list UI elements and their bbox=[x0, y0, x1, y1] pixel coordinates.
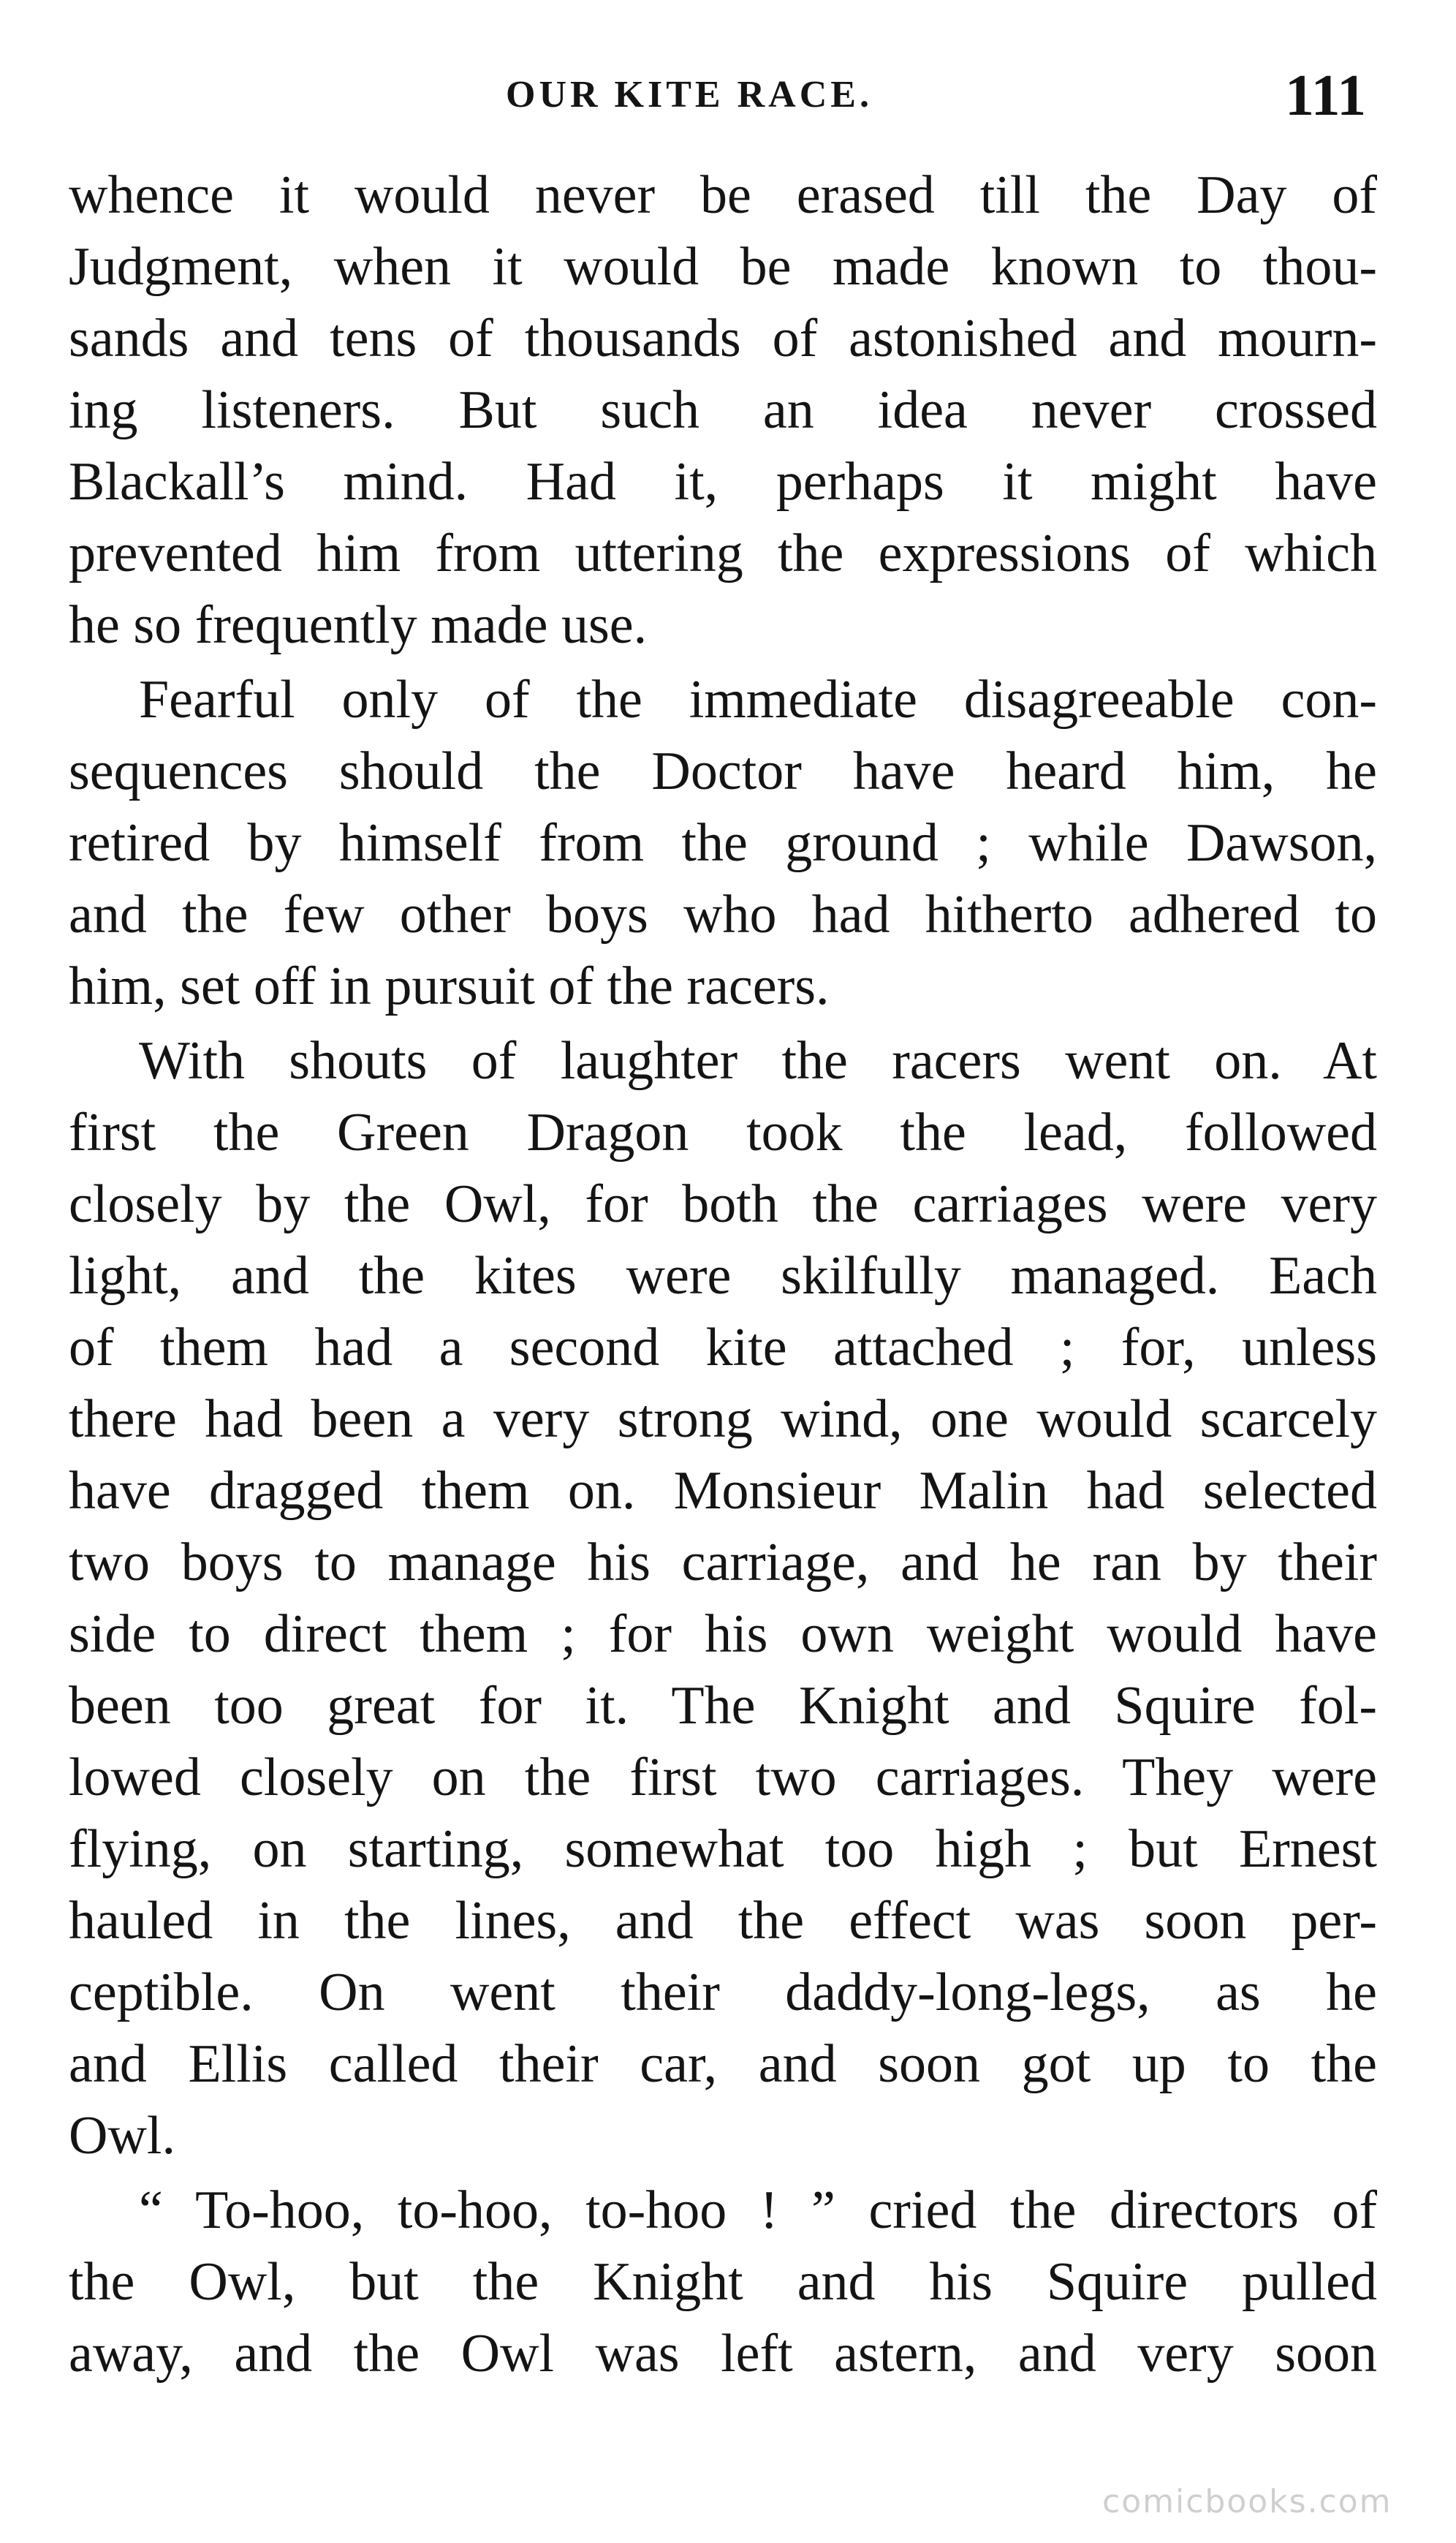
text-line: ing listeners. But such an idea never crossed bbox=[69, 380, 1377, 440]
running-title: OUR KITE RACE. bbox=[506, 74, 873, 116]
text-line: closely by the Owl, for both the carriages were very bbox=[69, 1174, 1377, 1234]
text-line: sands and tens of thousands of astonished and mourn- bbox=[69, 309, 1377, 369]
text-line: been too great for it. The Knight and Squire fol- bbox=[69, 1676, 1377, 1736]
text-line: have dragged them on. Monsieur Malin had selected bbox=[69, 1461, 1377, 1521]
text-line: lowed closely on the first two carriages. They were bbox=[69, 1747, 1377, 1807]
text-line: Fearful only of the immediate disagreeable con- bbox=[139, 670, 1377, 730]
text-line: retired by himself from the ground ; while Dawson, bbox=[69, 813, 1377, 873]
paragraph bbox=[69, 664, 1377, 1022]
watermark: comicbooks.com bbox=[1102, 2483, 1392, 2520]
text-line: Owl. bbox=[69, 2106, 175, 2166]
text-line: and the few other boys who had hitherto adhered to bbox=[69, 885, 1377, 945]
running-head bbox=[0, 63, 1456, 133]
text-line: “ To-hoo, to-hoo, to-hoo ! ” cried the directors of bbox=[139, 2180, 1377, 2240]
text-line: whence it would never be erased till the Day of bbox=[69, 165, 1377, 225]
text-line: of them had a second kite attached ; for, unless bbox=[69, 1318, 1377, 1378]
text-line: two boys to manage his carriage, and he ran by their bbox=[69, 1533, 1377, 1592]
text-line: he so frequently made use. bbox=[69, 595, 648, 655]
paragraph bbox=[69, 159, 1377, 661]
body-text bbox=[69, 159, 1377, 2389]
text-line: side to direct them ; for his own weight would have bbox=[69, 1604, 1377, 1664]
text-line: and Ellis called their car, and soon got up to the bbox=[69, 2034, 1377, 2094]
text-line: him, set off in pursuit of the racers. bbox=[69, 956, 830, 1016]
page-number: 111 bbox=[1285, 64, 1367, 128]
text-line: first the Green Dragon took the lead, followed bbox=[69, 1103, 1377, 1163]
text-line: sequences should the Doctor have heard him, he bbox=[69, 741, 1377, 801]
text-line: ceptible. On went their daddy-long-legs, as he bbox=[69, 1962, 1377, 2022]
paragraph bbox=[69, 2174, 1377, 2389]
text-line: the Owl, but the Knight and his Squire pulled bbox=[69, 2252, 1377, 2312]
text-line: Blackall’s mind. Had it, perhaps it might have bbox=[69, 452, 1377, 512]
text-line: flying, on starting, somewhat too high ; but Ernest bbox=[69, 1819, 1377, 1879]
text-line: Judgment, when it would be made known to thou- bbox=[69, 237, 1377, 297]
text-line: hauled in the lines, and the effect was soon per- bbox=[69, 1891, 1377, 1951]
text-line: light, and the kites were skilfully managed. Each bbox=[69, 1246, 1377, 1306]
text-line: With shouts of laughter the racers went on. At bbox=[139, 1031, 1377, 1091]
text-line: there had been a very strong wind, one would scarcely bbox=[69, 1389, 1377, 1449]
text-line: away, and the Owl was left astern, and very soon bbox=[69, 2324, 1377, 2384]
text-line: prevented him from uttering the expressions of which bbox=[69, 524, 1377, 583]
paragraph bbox=[69, 1025, 1377, 2172]
